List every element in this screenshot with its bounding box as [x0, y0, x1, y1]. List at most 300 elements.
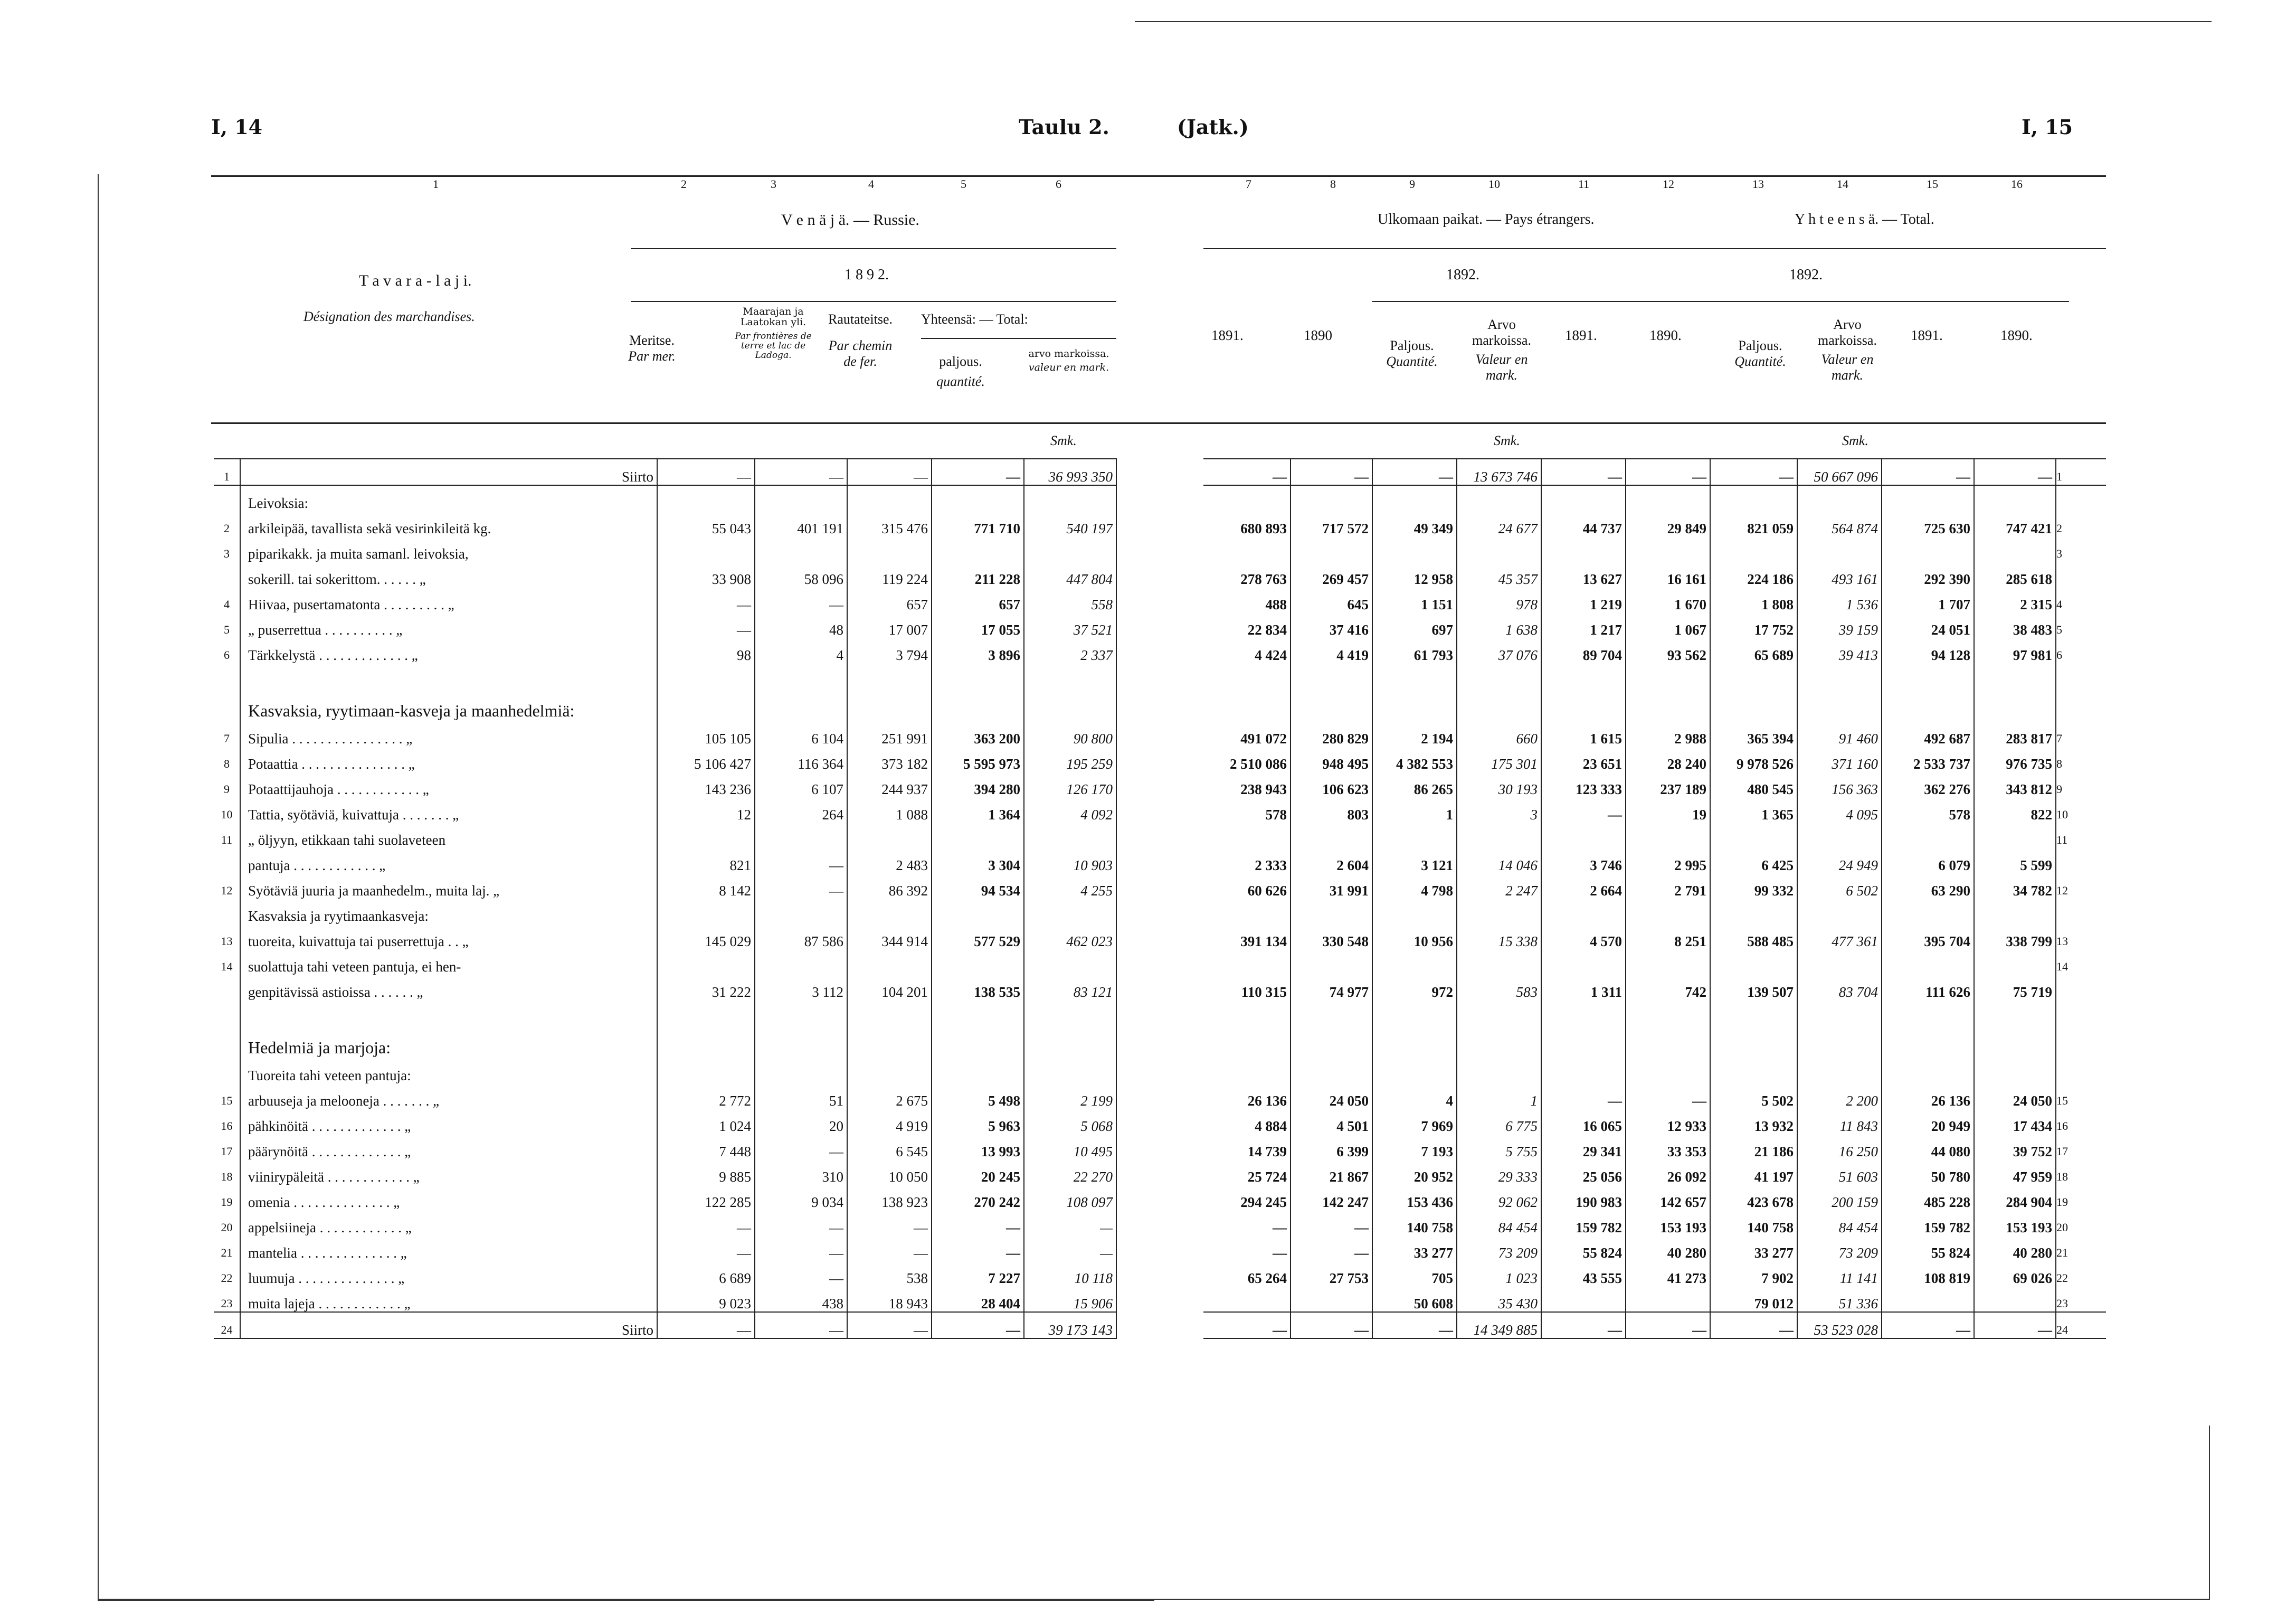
table-row — [1203, 1261, 2106, 1286]
cell-russia-2: 821 — [657, 848, 755, 873]
cell-russia-3: — — [755, 873, 847, 899]
table-row — [1203, 1109, 2106, 1134]
cell-russia-4: 119 224 — [847, 562, 932, 587]
cell-russia-3: 58 096 — [755, 562, 847, 587]
cell-col-10 — [1457, 1000, 1541, 1058]
cell-col-10 — [1457, 485, 1541, 511]
cell-col-11: 25 056 — [1541, 1159, 1626, 1185]
cell-col-10 — [1457, 536, 1541, 562]
cell-russia-3: — — [755, 459, 847, 485]
line-number-right: 6 — [2056, 648, 2062, 662]
hdr-1890-c: 1890. — [2000, 327, 2033, 343]
item-description: appelsiineja . . . . . . . . . . . . „ — [240, 1210, 657, 1235]
line-number: 10 — [214, 797, 240, 823]
cell-col-9 — [1372, 949, 1457, 975]
table-row — [1203, 1159, 2106, 1185]
cell-russia-4: — — [847, 1210, 932, 1235]
cell-russia-2: 98 — [657, 638, 755, 663]
cell-russia-3: — — [755, 587, 847, 612]
cell-col-16: 47 959 — [1974, 1159, 2056, 1185]
table-right — [1203, 458, 2106, 1339]
cell-russia-5 — [932, 1058, 1024, 1083]
cell-russia-6: 540 197 — [1024, 511, 1116, 536]
cell-col-13: 821 059 — [1710, 511, 1797, 536]
item-description: Tärkkelystä . . . . . . . . . . . . . „ — [240, 638, 657, 663]
cell-col-10: 6 775 — [1457, 1109, 1541, 1134]
par-frontieres-label: Par frontières de terre et lac de Ladoga. — [735, 331, 812, 361]
cell-col-12 — [1626, 949, 1710, 975]
cell-col-10: 29 333 — [1457, 1159, 1541, 1185]
cell-col-14: 83 704 — [1797, 975, 1882, 1000]
cell-col-8: 37 416 — [1291, 612, 1372, 638]
item-description: pähkinöitä . . . . . . . . . . . . . „ — [240, 1109, 657, 1134]
cell-col-16: — — [1974, 459, 2056, 485]
cell-col-7 — [1203, 536, 1291, 562]
cell-col-14: 564 874 — [1797, 511, 1882, 536]
cell-russia-6: — — [1024, 1235, 1116, 1261]
cell-russia-2: 6 689 — [657, 1261, 755, 1286]
cell-col-14 — [1797, 1058, 1882, 1083]
cell-col-7 — [1203, 949, 1291, 975]
cell-col-12: 12 933 — [1626, 1109, 1710, 1134]
line-number-right: 8 — [2056, 757, 2062, 770]
cell-russia-2: 9 023 — [657, 1286, 755, 1312]
item-description: genpitävissä astioissa . . . . . . „ — [240, 975, 657, 1000]
header-bottom-rule — [211, 422, 2106, 424]
cell-russia-2: 1 024 — [657, 1109, 755, 1134]
cell-russia-6: 83 121 — [1024, 975, 1116, 1000]
cell-russia-5: 7 227 — [932, 1261, 1024, 1286]
cell-col-15: 111 626 — [1882, 975, 1974, 1000]
cell-col-12: 40 280 — [1626, 1235, 1710, 1261]
cell-russia-2 — [657, 1000, 755, 1058]
cell-col-11: 44 737 — [1541, 511, 1626, 536]
item-description: pantuja . . . . . . . . . . . . „ — [240, 848, 657, 873]
cell-russia-3: 87 586 — [755, 924, 847, 949]
cell-russia-4 — [847, 663, 932, 721]
cell-col-8: 280 829 — [1291, 721, 1372, 747]
table-row — [214, 1159, 1116, 1185]
arvo-markoissa-label: arvo markoissa. — [1028, 348, 1109, 360]
table-row — [1203, 747, 2106, 772]
table-row — [214, 1210, 1116, 1235]
cell-col-11: 3 746 — [1541, 848, 1626, 873]
cell-russia-5: 270 242 — [932, 1185, 1024, 1210]
line-number-right: 15 — [2056, 1094, 2068, 1107]
cell-col-16 — [1974, 663, 2056, 721]
cell-col-15 — [1882, 949, 1974, 975]
cell-col-7: 26 136 — [1203, 1083, 1291, 1109]
item-description: Siirto — [240, 459, 657, 485]
column-numbers-left — [211, 177, 1119, 193]
line-number-right: 13 — [2056, 935, 2068, 948]
cell-col-15 — [1882, 663, 1974, 721]
cell-russia-3 — [755, 949, 847, 975]
cell-col-16: 976 735 — [1974, 747, 2056, 772]
cell-russia-3: — — [755, 1312, 847, 1338]
table-row — [1203, 949, 2106, 975]
item-description: Syötäviä juuria ja maanhedelm., muita laj. „ — [240, 873, 657, 899]
fold-line-bottom — [98, 1599, 2209, 1600]
cell-col-16: 34 782 — [1974, 873, 2056, 899]
cell-col-7: 110 315 — [1203, 975, 1291, 1000]
cell-russia-6: 22 270 — [1024, 1159, 1116, 1185]
cell-col-9: 20 952 — [1372, 1159, 1457, 1185]
table-row — [214, 638, 1116, 663]
cell-col-16: 153 193 — [1974, 1210, 2056, 1235]
table-row — [214, 823, 1116, 848]
table-row — [1203, 459, 2106, 485]
cell-col-15 — [1882, 1000, 1974, 1058]
cell-col-8: 21 867 — [1291, 1159, 1372, 1185]
cell-col-7: 238 943 — [1203, 772, 1291, 797]
cell-col-14 — [1797, 823, 1882, 848]
line-number-right: 24 — [2056, 1312, 2106, 1338]
cell-col-12: 26 092 — [1626, 1159, 1710, 1185]
cell-col-13: — — [1710, 459, 1797, 485]
cell-col-8: 106 623 — [1291, 772, 1372, 797]
cell-russia-6 — [1024, 899, 1116, 924]
line-number-right: 16 — [2056, 1119, 2068, 1133]
table-row — [214, 924, 1116, 949]
fold-line-right — [2209, 1426, 2210, 1600]
cell-russia-4: 104 201 — [847, 975, 932, 1000]
table-row — [1203, 848, 2106, 873]
cell-col-11 — [1541, 1286, 1626, 1312]
cell-russia-3: 264 — [755, 797, 847, 823]
cell-russia-5: 3 304 — [932, 848, 1024, 873]
line-number — [214, 899, 240, 924]
cell-col-8 — [1291, 536, 1372, 562]
cell-col-15: 24 051 — [1882, 612, 1974, 638]
cell-col-15 — [1882, 485, 1974, 511]
cell-col-7: 278 763 — [1203, 562, 1291, 587]
quantite-label: quantité. — [936, 374, 985, 389]
line-number — [214, 663, 240, 721]
cell-col-15 — [1882, 1286, 1974, 1312]
line-number: 23 — [214, 1286, 240, 1312]
cell-col-14: 2 200 — [1797, 1083, 1882, 1109]
cell-col-16 — [1974, 899, 2056, 924]
cell-russia-4 — [847, 899, 932, 924]
cell-russia-3: 20 — [755, 1109, 847, 1134]
cell-russia-2 — [657, 663, 755, 721]
item-description: tuoreita, kuivattuja tai puserrettuja . . „ — [240, 924, 657, 949]
cell-russia-4: 3 794 — [847, 638, 932, 663]
cell-col-16: 285 618 — [1974, 562, 2056, 587]
cell-col-7: — — [1203, 1210, 1291, 1235]
cell-col-15: 108 819 — [1882, 1261, 1974, 1286]
cell-russia-4: 4 919 — [847, 1109, 932, 1134]
cell-russia-5: 94 534 — [932, 873, 1024, 899]
cell-col-11: 4 570 — [1541, 924, 1626, 949]
cell-col-8: — — [1291, 459, 1372, 485]
cell-col-7: 4 424 — [1203, 638, 1291, 663]
cell-col-11: 13 627 — [1541, 562, 1626, 587]
cell-col-10: 175 301 — [1457, 747, 1541, 772]
cell-col-13: 224 186 — [1710, 562, 1797, 587]
table-row — [1203, 1000, 2106, 1058]
line-number: 13 — [214, 924, 240, 949]
col-num-7: 7 — [1246, 177, 1251, 191]
cell-russia-5: — — [932, 1312, 1024, 1338]
hdr-meritse — [625, 333, 678, 364]
table-row — [214, 1286, 1116, 1312]
col-num-15: 15 — [1927, 177, 1938, 191]
cell-russia-4: 538 — [847, 1261, 932, 1286]
cell-col-13: 423 678 — [1710, 1185, 1797, 1210]
cell-col-9: 3 121 — [1372, 848, 1457, 873]
table-row — [1203, 511, 2106, 536]
cell-col-15: 20 949 — [1882, 1109, 1974, 1134]
cell-col-16: 69 026 — [1974, 1261, 2056, 1286]
line-number: 4 — [214, 587, 240, 612]
cell-russia-6 — [1024, 536, 1116, 562]
cell-col-9: 49 349 — [1372, 511, 1457, 536]
cell-russia-5: 5 498 — [932, 1083, 1024, 1109]
cell-russia-5: 577 529 — [932, 924, 1024, 949]
cell-col-9 — [1372, 899, 1457, 924]
cell-russia-3: 401 191 — [755, 511, 847, 536]
cell-russia-6 — [1024, 1058, 1116, 1083]
cell-russia-4: 1 088 — [847, 797, 932, 823]
cell-col-7: 294 245 — [1203, 1185, 1291, 1210]
cell-col-9: — — [1372, 1312, 1457, 1338]
cell-col-13: — — [1710, 1312, 1797, 1338]
cell-russia-4: 10 050 — [847, 1159, 932, 1185]
cell-col-9: 61 793 — [1372, 638, 1457, 663]
cell-russia-2 — [657, 1058, 755, 1083]
cell-russia-6: 558 — [1024, 587, 1116, 612]
valeur-a-label: Valeur en mark. — [1475, 352, 1528, 383]
cell-russia-6: — — [1024, 1210, 1116, 1235]
cell-col-7: 391 134 — [1203, 924, 1291, 949]
arvo-t-label: Arvo markoissa. — [1818, 317, 1877, 348]
cell-col-7 — [1203, 663, 1291, 721]
table-title: Taulu 2. — [1019, 115, 1109, 139]
cell-col-13: 1 365 — [1710, 797, 1797, 823]
cell-col-12: 2 988 — [1626, 721, 1710, 747]
cell-russia-2 — [657, 536, 755, 562]
year-1892-total: 1892. — [1789, 267, 1823, 283]
cell-col-7 — [1203, 485, 1291, 511]
item-description: „ puserrettua . . . . . . . . . . „ — [240, 612, 657, 638]
hdr-line-r3 — [1721, 301, 2069, 302]
hdr-arvo — [1021, 348, 1116, 373]
cell-col-10: 30 193 — [1457, 772, 1541, 797]
cell-col-16: 284 904 — [1974, 1185, 2056, 1210]
cell-col-11: 55 824 — [1541, 1235, 1626, 1261]
cell-col-14: 493 161 — [1797, 562, 1882, 587]
cell-russia-4: 344 914 — [847, 924, 932, 949]
line-number-right: 1 — [2056, 459, 2106, 485]
cell-col-13: 41 197 — [1710, 1159, 1797, 1185]
line-number-right: 11 — [2056, 833, 2068, 846]
line-number: 19 — [214, 1185, 240, 1210]
col-num-3: 3 — [771, 177, 776, 191]
cell-russia-6: 108 097 — [1024, 1185, 1116, 1210]
cell-col-16: 283 817 — [1974, 721, 2056, 747]
unit-label-abroad: Smk. — [1494, 433, 1520, 448]
tavaralaji-heading: T a v a r a - l a j i. — [359, 272, 472, 289]
cell-col-9 — [1372, 536, 1457, 562]
cell-col-8: — — [1291, 1210, 1372, 1235]
cell-russia-2: 5 106 427 — [657, 747, 755, 772]
cell-col-16 — [1974, 1058, 2056, 1083]
cell-russia-5: 363 200 — [932, 721, 1024, 747]
cell-col-12: 742 — [1626, 975, 1710, 1000]
table-row — [1203, 899, 2106, 924]
cell-russia-4: 251 991 — [847, 721, 932, 747]
cell-russia-2 — [657, 823, 755, 848]
table-row — [214, 873, 1116, 899]
item-description: päärynöitä . . . . . . . . . . . . . „ — [240, 1134, 657, 1159]
cell-col-14: 1 536 — [1797, 587, 1882, 612]
cell-col-12 — [1626, 1000, 1710, 1058]
item-description: omenia . . . . . . . . . . . . . . „ — [240, 1185, 657, 1210]
col-num-9: 9 — [1409, 177, 1415, 191]
cell-russia-5: — — [932, 459, 1024, 485]
cell-col-9: 140 758 — [1372, 1210, 1457, 1235]
cell-col-13 — [1710, 949, 1797, 975]
item-description: sokerill. tai sokerittom. . . . . . „ — [240, 562, 657, 587]
table-row — [214, 1083, 1116, 1109]
table-row — [214, 1000, 1116, 1058]
designation-heading: Désignation des marchandises. — [303, 309, 475, 324]
cell-col-16: 97 981 — [1974, 638, 2056, 663]
line-number-right: 9 — [2056, 782, 2062, 796]
cell-col-9: 50 608 — [1372, 1286, 1457, 1312]
cell-col-11: 1 615 — [1541, 721, 1626, 747]
table-row — [214, 1185, 1116, 1210]
cell-col-11: 1 217 — [1541, 612, 1626, 638]
cell-russia-2 — [657, 949, 755, 975]
cell-col-14: 39 159 — [1797, 612, 1882, 638]
cell-col-10: 14 349 885 — [1457, 1312, 1541, 1338]
cell-col-13: 7 902 — [1710, 1261, 1797, 1286]
cell-russia-5 — [932, 536, 1024, 562]
cell-russia-4 — [847, 536, 932, 562]
table-row — [214, 587, 1116, 612]
line-number-right — [2056, 1058, 2106, 1083]
table-row — [1203, 721, 2106, 747]
line-number-right: 21 — [2056, 1246, 2068, 1259]
cell-col-7 — [1203, 1058, 1291, 1083]
table-row — [214, 536, 1116, 562]
cell-russia-2: 145 029 — [657, 924, 755, 949]
hdr-1891-a: 1891. — [1211, 327, 1244, 343]
hdr-line-year — [631, 301, 1116, 302]
cell-col-8 — [1291, 823, 1372, 848]
cell-col-14: 371 160 — [1797, 747, 1882, 772]
line-number: 9 — [214, 772, 240, 797]
cell-col-16: 2 315 — [1974, 587, 2056, 612]
line-number-right: 18 — [2056, 1170, 2068, 1183]
cell-col-14: 84 454 — [1797, 1210, 1882, 1235]
cell-col-14: 39 413 — [1797, 638, 1882, 663]
hdr-maarajan — [728, 306, 818, 360]
table-row — [1203, 562, 2106, 587]
cell-col-11: 159 782 — [1541, 1210, 1626, 1235]
cell-russia-6: 36 993 350 — [1024, 459, 1116, 485]
cell-russia-6 — [1024, 485, 1116, 511]
unit-label-left: Smk. — [1050, 433, 1077, 448]
line-number-right: 17 — [2056, 1145, 2068, 1158]
meritse-label: Meritse. — [629, 333, 675, 348]
cell-col-13: 140 758 — [1710, 1210, 1797, 1235]
hdr-yhteensa: Yhteensä: — Total: — [921, 312, 1028, 327]
cell-col-13 — [1710, 823, 1797, 848]
line-number-right: 20 — [2056, 1221, 2068, 1234]
cell-russia-2: — — [657, 459, 755, 485]
cell-col-14: 6 502 — [1797, 873, 1882, 899]
table-row — [1203, 975, 2106, 1000]
arvo-a-label: Arvo markoissa. — [1472, 317, 1531, 348]
cell-col-9: — — [1372, 459, 1457, 485]
cell-col-11: 29 341 — [1541, 1134, 1626, 1159]
table-row — [214, 663, 1116, 721]
cell-col-10 — [1457, 899, 1541, 924]
cell-russia-3: 51 — [755, 1083, 847, 1109]
cell-col-10: 1 — [1457, 1083, 1541, 1109]
par-chemin-label: Par chemin de fer. — [828, 338, 893, 369]
cell-col-11: 16 065 — [1541, 1109, 1626, 1134]
cell-col-8: 4 419 — [1291, 638, 1372, 663]
cell-col-7: 25 724 — [1203, 1159, 1291, 1185]
cell-col-10: 92 062 — [1457, 1185, 1541, 1210]
cell-russia-4: 138 923 — [847, 1185, 932, 1210]
cell-col-12 — [1626, 823, 1710, 848]
cell-col-8: 142 247 — [1291, 1185, 1372, 1210]
cell-col-13: 21 186 — [1710, 1134, 1797, 1159]
line-number-right: 12 — [2056, 884, 2068, 897]
cell-russia-2: 2 772 — [657, 1083, 755, 1109]
cell-col-12 — [1626, 899, 1710, 924]
cell-russia-5: 20 245 — [932, 1159, 1024, 1185]
cell-russia-5 — [932, 823, 1024, 848]
line-number: 21 — [214, 1235, 240, 1261]
line-number: 14 — [214, 949, 240, 975]
cell-col-15: 292 390 — [1882, 562, 1974, 587]
table-row — [214, 1312, 1116, 1338]
cell-col-11: 1 219 — [1541, 587, 1626, 612]
cell-russia-2: — — [657, 1210, 755, 1235]
cell-russia-3: 438 — [755, 1286, 847, 1312]
cell-col-10 — [1457, 663, 1541, 721]
cell-col-11: — — [1541, 1083, 1626, 1109]
cell-col-9: 7 193 — [1372, 1134, 1457, 1159]
cell-col-14 — [1797, 949, 1882, 975]
col-num-1: 1 — [433, 177, 439, 191]
cell-col-10: 5 755 — [1457, 1134, 1541, 1159]
cell-col-14 — [1797, 485, 1882, 511]
item-description: arkileipää, tavallista sekä vesirinkileitä kg. — [240, 511, 657, 536]
item-description: Kasvaksia ja ryytimaankasveja: — [240, 899, 657, 924]
cell-russia-6: 4 255 — [1024, 873, 1116, 899]
cell-russia-4: 315 476 — [847, 511, 932, 536]
cell-col-7: 2 333 — [1203, 848, 1291, 873]
line-number-right — [2056, 485, 2106, 511]
cell-col-14: 50 667 096 — [1797, 459, 1882, 485]
cell-col-12: 1 670 — [1626, 587, 1710, 612]
cell-col-11 — [1541, 536, 1626, 562]
cell-col-10 — [1457, 949, 1541, 975]
right-page-number: I, 15 — [2022, 115, 2073, 139]
paljous-label: paljous. — [939, 354, 982, 369]
line-number-right: 5 — [2056, 623, 2062, 636]
item-description: Siirto — [240, 1312, 657, 1338]
cell-col-13 — [1710, 1058, 1797, 1083]
